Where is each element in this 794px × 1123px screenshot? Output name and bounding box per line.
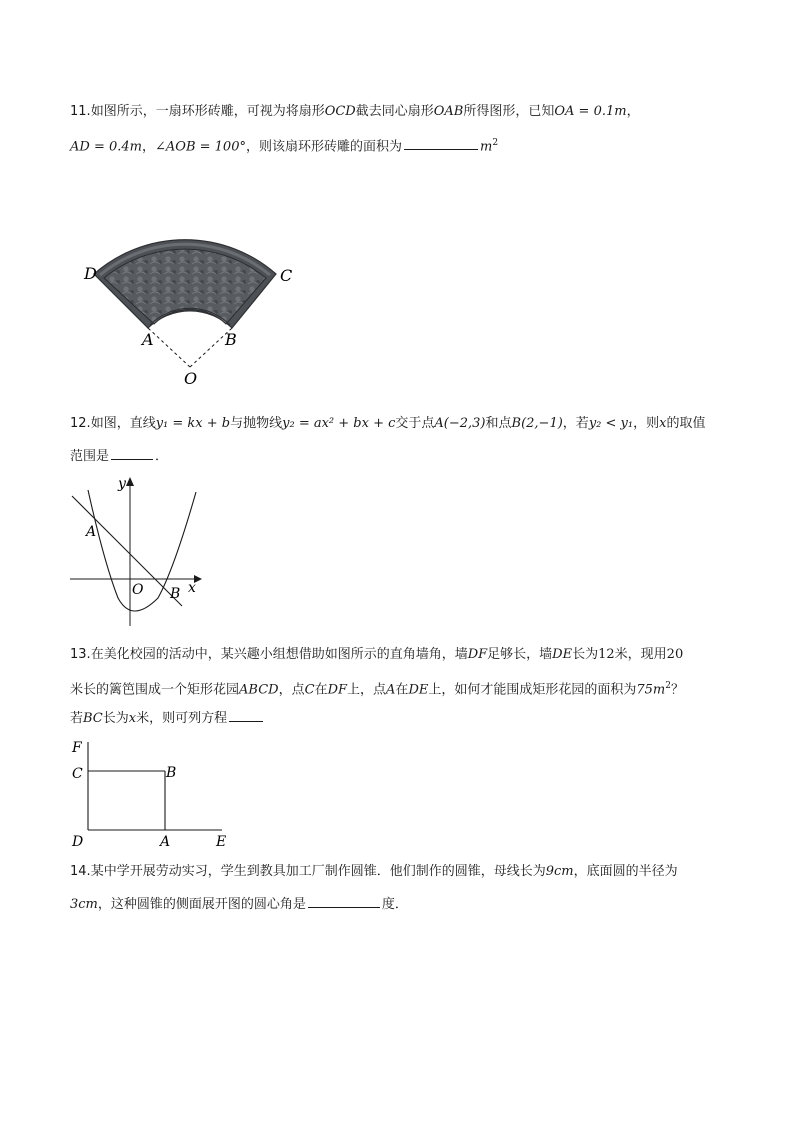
q13-answer-blank[interactable] (229, 708, 263, 722)
q11-number: 11. (70, 104, 91, 119)
radius-oa (148, 328, 190, 367)
q13-line3: 若BC长为x米，则可列方程 (70, 708, 265, 728)
q13-line1: 13.在美化校园的活动中，某兴趣小组想借助如图所示的直角墙角，墙DF足够长，墙DE长为12米，现用20 (70, 647, 684, 662)
q14-answer-blank[interactable] (308, 894, 380, 908)
q11-label-a: A (142, 330, 154, 349)
q12-figure (66, 474, 206, 629)
q11-label-b: B (225, 330, 237, 349)
q13-label-e: E (216, 834, 227, 850)
q11-label-o: O (184, 369, 198, 388)
q12-line1: 12.如图，直线y₁ = kx + b与抛物线y₂ = ax² + bx + c交于点A(−2,3)和点B(2,−1)，若y₂ < y₁，则x的取值 (70, 416, 706, 431)
q14-line1: 14.某中学开展劳动实习，学生到教具加工厂制作圆锥．他们制作的圆锥，母线长为9cm，底面圆的半径为 (70, 864, 678, 879)
q13-label-d: D (72, 834, 84, 850)
straight-line (72, 496, 182, 606)
q12-label-o: O (132, 582, 144, 598)
q13-label-c: C (72, 766, 83, 782)
q12-label-x: x (188, 580, 196, 596)
q12-label-y: y (118, 476, 126, 492)
q11-label-d: D (84, 264, 97, 283)
q13-line2: 米长的篱笆围成一个矩形花园ABCD，点C在DF上，点A在DE上，如何才能围成矩形花园的面积为$75m^2$？ (70, 681, 684, 698)
q13-figure (66, 734, 246, 852)
q11-answer-blank[interactable] (404, 136, 478, 150)
q14-number: 14. (70, 864, 91, 879)
q14-line2: 3cm，这种圆锥的侧面展开图的圆心角是 度． (70, 894, 408, 914)
q11-label-c: C (280, 266, 293, 285)
q11-figure (80, 225, 310, 390)
q12-label-b: B (170, 586, 181, 602)
q13-label-b: B (166, 765, 177, 781)
q13-label-a: A (160, 834, 171, 850)
q11-line2: AD = 0.4m，∠AOB = 100°，则该扇环形砖雕的面积为 $m^2$ (70, 138, 499, 155)
q12-line2: 范围是 ． (70, 446, 168, 466)
q12-answer-blank[interactable] (111, 446, 153, 460)
q13-number: 13. (70, 647, 91, 662)
q11-line1: 11.如图所示，一扇环形砖雕，可视为将扇形OCD截去同心扇形OAB所得图形，已知OA = 0.1m， (70, 104, 640, 119)
q12-number: 12. (70, 416, 91, 431)
y-axis-arrow (126, 477, 134, 486)
q13-label-f: F (72, 740, 82, 756)
q12-label-a: A (86, 524, 97, 540)
